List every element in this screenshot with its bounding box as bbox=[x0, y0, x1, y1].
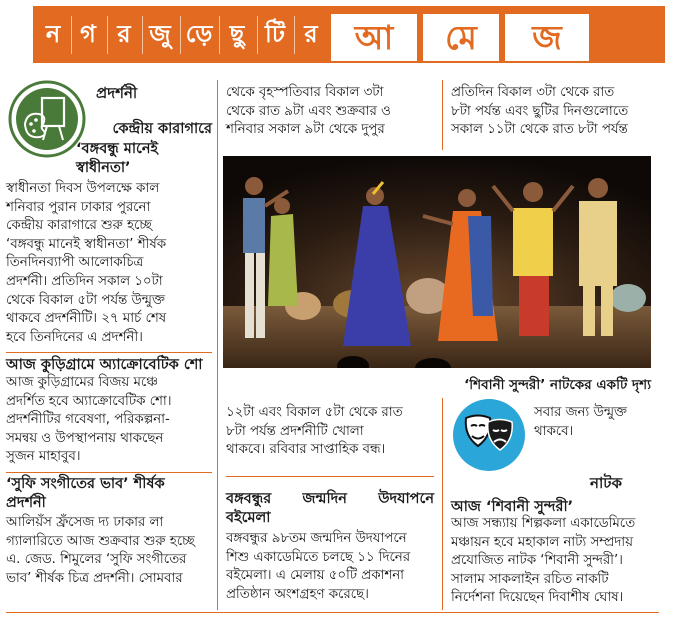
acrobatic-body-line: প্রদর্শিত হবে অ্যাক্রোবেটিক শো। bbox=[6, 393, 172, 409]
header-divider bbox=[257, 16, 258, 54]
page-bottom-rule bbox=[6, 612, 659, 613]
column2-mid-text bbox=[226, 404, 434, 460]
exhibition-body-line: শনিবার পুরান ঢাকার পুরনো bbox=[6, 199, 151, 215]
acrobatic-body bbox=[6, 374, 212, 467]
theatre-masks-icon bbox=[452, 398, 526, 472]
column-divider bbox=[442, 80, 443, 150]
exhibition-headline-line2 bbox=[76, 140, 212, 159]
exhibition-body-line: থেকে বিকাল ৫টা পর্যন্ত উন্মুক্ত bbox=[6, 292, 165, 308]
column2-top-line: শনিবার সকাল ৯টা থেকে দুপুর bbox=[226, 122, 385, 138]
sufi-body-line: আলিয়ঁস ফ্রঁসেজ দ্য ঢাকার লা bbox=[6, 515, 164, 530]
drama-headline: আজ ‘শিবানী সুন্দরী’ bbox=[451, 499, 574, 515]
drama-body-line: প্রযোজিত নাটক ‘শিবানী সুন্দরী’। bbox=[451, 553, 623, 569]
exhibition-body-line: স্বাধীনতা দিবস উপলক্ষে কাল bbox=[6, 181, 160, 196]
sufi-body bbox=[6, 514, 212, 588]
column-divider bbox=[442, 398, 443, 610]
header-letter: র bbox=[304, 20, 318, 48]
header-divider bbox=[71, 16, 72, 54]
exhibition-headline-line2-text: ‘বঙ্গবন্ধু মানেই bbox=[76, 141, 159, 157]
exhibition-body-line: ‘বঙ্গবন্ধু মানেই স্বাধীনতা’ শীর্ষক bbox=[6, 236, 166, 252]
header-divider bbox=[107, 16, 108, 54]
sufi-body-line: এ. জেড. শিমুলের ‘সুফি সংগীতের bbox=[6, 552, 187, 568]
book-fair-body bbox=[226, 530, 434, 604]
section-divider bbox=[6, 472, 212, 473]
stage-photo bbox=[223, 156, 651, 368]
header-letter: ন bbox=[45, 20, 61, 48]
sufi-headline-line2: প্রদর্শনী bbox=[6, 495, 46, 511]
drama-body-line: আজ সন্ধ্যায় শিল্পকলা একাডেমিতে bbox=[451, 516, 636, 531]
header-divider bbox=[142, 16, 143, 54]
column3-top-line: প্রতিদিন বিকাল ৩টা থেকে রাত bbox=[451, 85, 615, 100]
acrobatic-body-line: আজ কুড়িগ্রামের বিজয় মঞ্চে bbox=[6, 375, 158, 390]
column2-top-line: থেকে বৃহস্পতিবার বিকাল ৩টা bbox=[226, 85, 384, 100]
exhibition-section-title: প্রদর্শনী bbox=[96, 84, 138, 102]
column2-mid-line: থাকবে। রবিবার সাপ্তাহিক বন্ধ। bbox=[226, 442, 386, 458]
book-fair-body-line: শিশু একাডেমিতে চলছে ১১ দিনের bbox=[226, 549, 411, 565]
section-divider bbox=[226, 476, 434, 477]
column2-mid-line: ৮টা পর্যন্ত প্রদর্শনীটি খোলা bbox=[226, 423, 364, 439]
exhibition-body-line: থাকবে প্রদর্শনীটি। ২৭ মার্চ শেষ bbox=[6, 311, 167, 327]
acrobatic-body-line: প্রদর্শনীটির গবেষণা, পরিকল্পনা- bbox=[6, 412, 170, 428]
exhibition-headline-line3: স্বাধীনতা’ bbox=[76, 160, 131, 176]
header-letter: গ bbox=[80, 20, 96, 48]
book-fair-body-line: বইমেলা। এ মেলায় ৫০টি প্রকাশনা bbox=[226, 568, 405, 584]
sufi-body-line: ভাব’ শীর্ষক চিত্র প্রদর্শনী। সোমবার bbox=[6, 570, 183, 586]
header-letter: জু bbox=[149, 20, 171, 48]
book-fair-body-line: বঙ্গবন্ধুর ৯৮তম জন্মদিন উদযাপনে bbox=[226, 531, 407, 546]
drama-section-title: নাটক bbox=[590, 474, 622, 492]
header-divider bbox=[219, 16, 220, 54]
column3-mid-line: সবার জন্য উন্মুক্ত bbox=[534, 405, 627, 420]
book-fair-headline-line2: বইমেলা bbox=[226, 510, 271, 526]
header-boxed-letter: মে bbox=[423, 14, 499, 61]
acrobatic-body-line: সমন্বয় ও উপস্থাপনায় থাকছেন bbox=[6, 430, 164, 446]
exhibition-body-line: প্রদর্শনী। প্রতিদিন সকাল ১০টা bbox=[6, 273, 163, 289]
exhibition-body-line: তিনদিনব্যাপী আলোকচিত্র bbox=[6, 255, 144, 271]
photo-caption: ‘শিবানী সুন্দরী’ নাটকের একটি দৃশ্য bbox=[464, 377, 651, 393]
drama-body-line: মঞ্চায়ন হবে মহাকাল নাট্য সম্প্রদায় bbox=[451, 534, 633, 550]
section-divider bbox=[6, 352, 212, 353]
header-banner bbox=[33, 6, 665, 63]
column2-top-text bbox=[226, 84, 434, 140]
column3-mid-text bbox=[534, 404, 658, 441]
column3-top-line: ৮টা পর্যন্ত এবং ছুটির দিনগুলোতে bbox=[451, 103, 629, 119]
book-fair-headline-line1: বঙ্গবন্ধুর জন্মদিন উদযাপনে bbox=[226, 491, 434, 507]
header-letter: ছু bbox=[229, 20, 245, 48]
exhibition-headline-line1: কেন্দ্রীয় কারাগারে bbox=[112, 121, 212, 137]
header-boxed-letter: আ bbox=[331, 14, 417, 61]
exhibition-body bbox=[6, 180, 212, 347]
column3-top-line: সকাল ১১টা থেকে রাত ৮টা পর্যন্ত bbox=[451, 122, 628, 138]
drama-body-line: সালাম সাকলাইন রচিত নাকটি bbox=[451, 571, 609, 587]
drama-body bbox=[451, 515, 659, 608]
column-divider bbox=[217, 80, 218, 610]
column2-top-line: থেকে রাত ৯টা এবং শুক্রবার ও bbox=[226, 103, 391, 119]
drama-body-line: নির্দেশনা দিয়েছেন দিবাশীষ ঘোষ। bbox=[451, 590, 624, 606]
header-divider bbox=[180, 16, 181, 54]
header-letter: ড়ে bbox=[185, 20, 213, 48]
acrobatic-headline: আজ কুড়িগ্রামে অ্যাক্রোবেটিক শো bbox=[6, 357, 203, 373]
book-fair-body-line: প্রতিষ্ঠান অংশগ্রহণ করেছে। bbox=[226, 586, 369, 602]
sufi-headline-line1: ‘সুফি সংগীতের ভাব’ শীর্ষক bbox=[6, 476, 165, 492]
column3-top-text bbox=[451, 84, 659, 140]
sufi-body-line: গ্যালারিতে আজ শুক্রবার শুরু হচ্ছে bbox=[6, 533, 195, 549]
header-letter: টি bbox=[265, 20, 285, 48]
column3-mid-line: থাকবে। bbox=[534, 423, 574, 439]
column2-mid-line: ১২টা এবং বিকাল ৫টা থেকে রাত bbox=[226, 405, 403, 420]
header-boxed-letter: জ bbox=[505, 14, 589, 61]
header-letter: র bbox=[117, 20, 131, 48]
exhibition-body-line: হবে তিনদিনের এ প্রদর্শনী। bbox=[6, 329, 143, 345]
palette-easel-icon bbox=[8, 80, 86, 158]
acrobatic-body-line: সুজন মাহাবুব। bbox=[6, 449, 81, 465]
exhibition-body-line: কেন্দ্রীয় কারাগারে শুরু হচ্ছে bbox=[6, 218, 152, 234]
